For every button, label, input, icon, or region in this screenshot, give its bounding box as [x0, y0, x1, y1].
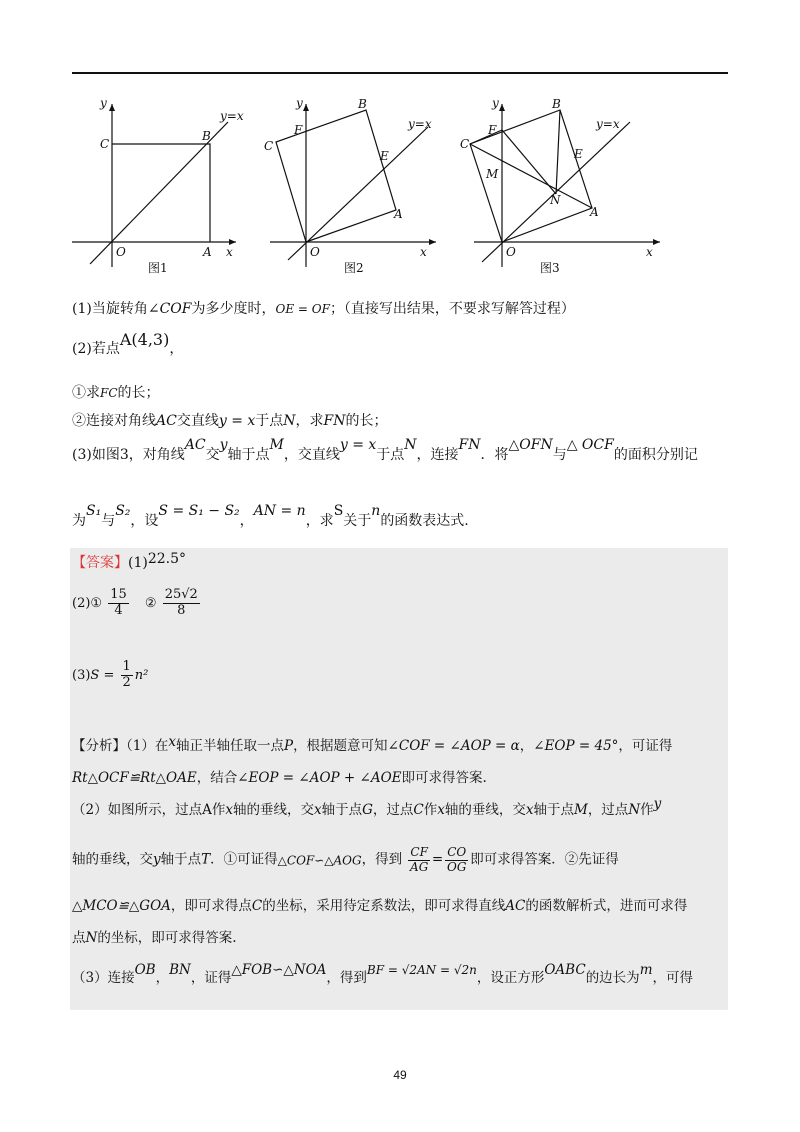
q3-text-7: ．将	[480, 447, 509, 463]
a-l5-ac: AC	[505, 898, 526, 914]
answer-2-frac-1-num: 15	[110, 587, 127, 602]
question-3-cont	[72, 503, 469, 529]
a-l4-4: ，得到	[361, 851, 403, 868]
a-l1-x: x	[168, 734, 176, 750]
a-l4-sim: △COF∽△AOG	[277, 853, 362, 868]
a-l3-9: 作	[640, 802, 654, 818]
q2b-n: N	[283, 413, 296, 429]
a-l7-7: ，可得	[652, 970, 693, 986]
fig2-x-label: x	[420, 245, 427, 259]
q3b-text-7: 的函数表达式.	[380, 513, 469, 529]
q3-text-1: (3)如图3，对角线	[72, 447, 185, 463]
fig3-n-label: N	[550, 193, 561, 207]
answer-2-label: (2)①	[72, 595, 103, 611]
analysis-line-7	[72, 962, 693, 986]
q3b-n: n	[371, 503, 381, 519]
analysis-line-4	[72, 846, 619, 875]
a-l3-2: 轴的垂线，交	[232, 802, 314, 818]
fig2-f-label: F	[294, 123, 303, 137]
fig1-c-label: C	[100, 137, 110, 151]
fig3-f-label: F	[488, 123, 497, 137]
q3b-s1: S₁	[86, 503, 102, 519]
fig1-caption: 图1	[148, 261, 168, 275]
a-l1-4: ，	[519, 738, 534, 754]
q3b-text-2: 与	[101, 513, 116, 529]
a-l4-2: 轴于点	[160, 851, 202, 868]
a-l7-5: ，设正方形	[476, 970, 545, 986]
a-l1-3: ，根据题意可知	[293, 738, 388, 754]
q3-text-6: ，连接	[416, 447, 459, 463]
fig2-c-label: C	[264, 139, 274, 153]
q3b-text-3: ，设	[130, 513, 159, 529]
a-l3-n: N	[628, 802, 641, 818]
a-l5-1: ，即可求得点	[170, 898, 252, 914]
a-l7-eq: BF = √2AN = √2n	[366, 963, 477, 977]
q2b-line: y = x	[218, 413, 256, 429]
q2a-prefix: ①求	[72, 385, 100, 401]
fig3-c-label: C	[460, 137, 470, 151]
q3-tri2: △ OCF	[566, 437, 614, 453]
a-l4-eq: =	[431, 851, 444, 868]
answer-2-frac-2-den: 8	[177, 602, 186, 618]
q3-text-5: 于点	[376, 447, 405, 463]
fig3-yx-label: y=x	[596, 117, 620, 131]
q2a-suffix: 的长；	[117, 385, 160, 401]
fig2-o-label: O	[310, 245, 320, 259]
a-l3-c: C	[413, 802, 424, 818]
question-2	[72, 330, 184, 357]
a-l6-n: N	[85, 930, 98, 946]
fig1-y-label: y	[100, 96, 107, 110]
answer-tag: 【答案】	[72, 555, 128, 571]
a-l4-f2d: OG	[447, 859, 467, 874]
a-l5-2: 的坐标，采用待定系数法，即可求得直线	[262, 898, 506, 914]
answer-3-rhs: n²	[134, 667, 149, 683]
a-l7-m: m	[639, 962, 653, 978]
answer-2-frac-1	[108, 588, 129, 619]
a-l7-ob: OB	[134, 962, 156, 978]
q3-fn: FN	[458, 437, 481, 453]
answer-1	[72, 551, 187, 571]
analysis-line-3	[72, 796, 662, 818]
figures-row	[60, 92, 740, 282]
q2b-text-4: ，求	[295, 413, 324, 429]
a-l3-8: ，过点	[587, 802, 629, 818]
a-l7-sim: △FOB∽△NOA	[231, 962, 327, 978]
answer-3-frac-num: 1	[122, 659, 131, 674]
q3b-text-5: ，求	[305, 513, 334, 529]
a-l5-3: 的函数解析式，进而可求得	[525, 898, 688, 914]
a-l4-3: ．①可证得	[210, 851, 278, 868]
a-l7-2: ，	[155, 970, 170, 986]
q3-text-9: 的面积分别记	[613, 447, 698, 463]
q1-prefix: (1)当旋转角	[72, 301, 148, 317]
a-l2-eq2: ∠EOP = ∠AOP + ∠AOE	[237, 770, 402, 786]
q3b-eq: S = S₁ − S₂	[158, 503, 240, 519]
q2a-var: FC	[100, 386, 118, 400]
a-l7-oabc: OABC	[544, 962, 586, 978]
a-l3-7: 轴于点	[533, 802, 574, 818]
a-l3-6: 轴的垂线，交	[444, 802, 526, 818]
q3-n: N	[404, 437, 417, 453]
a-l7-3: ，证得	[190, 970, 232, 986]
a-l3-x: x	[225, 802, 233, 818]
a-l4-f1n: CF	[410, 845, 428, 859]
a-l5-c: C	[251, 898, 263, 914]
a-l1-eq1: ∠COF = ∠AOP = α	[387, 738, 520, 754]
answer-2-circ-2: ②	[144, 595, 157, 611]
q3b-text-6: 关于	[343, 513, 372, 529]
q3-text-8: 与	[552, 447, 567, 463]
figure-2	[260, 92, 460, 282]
a-l4-1: 轴的垂线，交	[72, 851, 153, 868]
q3b-text-4: ，	[239, 513, 254, 529]
a-l7-6: 的边长为	[585, 970, 640, 986]
q2b-text-3: 于点	[255, 413, 284, 429]
figure-3	[460, 92, 690, 282]
a-l3-g: G	[362, 802, 373, 818]
analysis-line-5	[72, 900, 687, 914]
analysis-line-2	[72, 772, 487, 786]
a-l1-1: 【分析】（1）在	[72, 738, 169, 754]
q2-point: A(4,3)	[119, 330, 170, 349]
a-l4-frac-1	[408, 846, 430, 875]
a-l4-t: T	[201, 851, 211, 868]
fig3-o-label: O	[506, 245, 516, 259]
q1-suffix: ；（直接写出结果，不要求写解答过程）	[329, 301, 575, 317]
question-2b	[72, 414, 387, 428]
q3-ac: AC	[184, 437, 206, 453]
a-l2-eq: Rt△OCF≌Rt△OAE	[72, 770, 197, 786]
a-l1-5: ，可证得	[618, 738, 673, 754]
a-l3-5: 作	[423, 802, 438, 818]
q3-text-2: 交	[205, 447, 220, 463]
a-l7-bn: BN	[169, 962, 191, 978]
q1-angle: ∠COF	[147, 301, 192, 317]
q3b-an: AN = n	[253, 503, 306, 519]
a-l4-f1d: AG	[410, 859, 429, 874]
fig1-a-label: A	[203, 245, 212, 259]
q2b-ac: AC	[156, 413, 177, 429]
q3b-text-1: 为	[72, 513, 86, 529]
q2b-text-5: 的长；	[345, 413, 388, 429]
q3-y: y	[219, 437, 228, 453]
q3-tri1: △OFN	[508, 437, 553, 453]
analysis-line-1	[72, 734, 673, 754]
fig3-a-label: A	[590, 205, 599, 219]
a-l1-p: P	[283, 738, 294, 754]
fig3-caption: 图3	[540, 261, 560, 275]
fig2-b-label: B	[358, 97, 367, 111]
page-number: 49	[393, 1068, 407, 1082]
answer-3-frac	[121, 660, 133, 691]
analysis-line-6	[72, 932, 237, 946]
q2-suffix: ，	[169, 341, 184, 357]
answer-2	[72, 588, 202, 619]
fig1-b-label: B	[202, 129, 211, 143]
answer-2-frac-2	[163, 588, 200, 619]
a-l7-4: ，得到	[326, 970, 367, 986]
q3-text-4: ，交直线	[283, 447, 340, 463]
question-3	[72, 437, 698, 469]
answer-3-lhs: S =	[90, 667, 115, 683]
a-l4-frac-2	[445, 846, 468, 875]
q3-text-3: 轴于点	[227, 447, 270, 463]
a-l3-x3: x	[437, 802, 445, 818]
answer-3-frac-den: 2	[122, 674, 131, 690]
q1-eq: OE = OF	[275, 302, 330, 316]
a-l4-f2n: CO	[447, 845, 467, 859]
fig3-x-label: x	[646, 245, 653, 259]
header-rule	[72, 72, 728, 74]
q3b-s2: S₂	[115, 503, 131, 519]
fig3-e-label: E	[574, 147, 583, 161]
fig3-m-label: M	[486, 167, 499, 181]
fig2-caption: 图2	[344, 261, 364, 275]
q3-m: M	[269, 437, 284, 453]
fig2-a-label: A	[394, 207, 403, 221]
answer-3-label: (3)	[72, 667, 91, 683]
fig2-yx-label: y=x	[408, 117, 432, 131]
a-l3-x2: x	[313, 802, 322, 818]
figure-1	[60, 92, 260, 282]
answer-2-frac-1-den: 4	[114, 602, 123, 618]
a-l1-eq2: ∠EOP = 45°	[533, 738, 619, 754]
fig1-x-label: x	[226, 245, 233, 259]
q1-mid: 为多少度时，	[191, 301, 276, 317]
q3b-s: S	[333, 503, 344, 519]
q2-prefix: (2)若点	[72, 341, 120, 357]
a-l2-2: 即可求得答案.	[401, 770, 487, 786]
fig3-b-label: B	[552, 97, 561, 111]
a-l5-cong: △MCO≌△GOA	[72, 898, 171, 914]
answer-1-value: 22.5°	[147, 551, 187, 567]
answer-1-label: (1)	[128, 555, 148, 571]
a-l3-y: y	[653, 796, 662, 812]
a-l1-2: 轴正半轴任取一点	[175, 738, 284, 754]
a-l6-1: 点	[72, 930, 86, 946]
fig1-o-label: O	[116, 245, 126, 259]
a-l7-1: （3）连接	[72, 970, 135, 986]
question-2a	[72, 386, 160, 400]
fig2-y-label: y	[296, 96, 303, 110]
a-l3-4: ，过点	[372, 802, 414, 818]
q2b-fn: FN	[323, 413, 346, 429]
answer-3	[72, 660, 148, 691]
a-l4-5: 即可求得答案．②先证得	[470, 851, 619, 868]
q3-line: y = x	[339, 437, 377, 453]
q2b-text-1: ②连接对角线	[72, 413, 156, 429]
a-l3-m: M	[573, 802, 588, 818]
a-l6-2: 的坐标，即可求得答案.	[97, 930, 237, 946]
fig2-e-label: E	[380, 149, 389, 163]
a-l3-x4: x	[525, 802, 534, 818]
answer-2-frac-2-num: 25√2	[164, 587, 198, 602]
a-l3-3: 轴于点	[321, 802, 363, 818]
a-l3-1: （2）如图所示，过点A作	[72, 802, 226, 818]
q2b-text-2: 交直线	[176, 413, 219, 429]
fig3-y-label: y	[492, 96, 499, 110]
a-l4-y: y	[153, 851, 161, 868]
fig1-yx-label: y=x	[220, 109, 244, 123]
question-1	[72, 302, 575, 316]
a-l2-1: ，结合	[196, 770, 238, 786]
